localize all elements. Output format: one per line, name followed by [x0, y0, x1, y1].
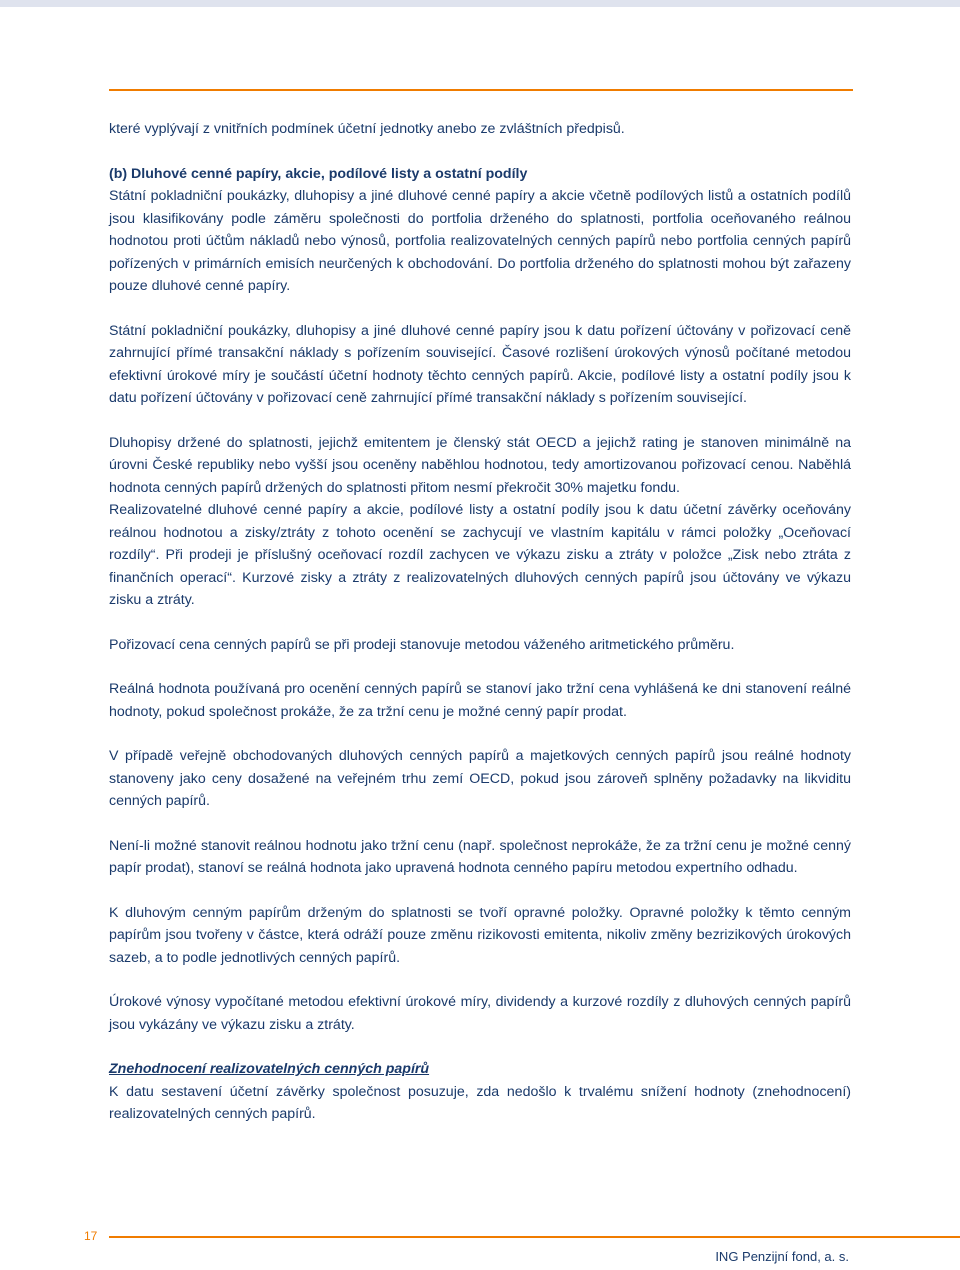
footer-rule — [109, 1236, 960, 1238]
section-heading-b: (b) Dluhové cenné papíry, akcie, podílové listy a ostatní podíly — [109, 165, 528, 182]
paragraph-expert-estimate: Není-li možné stanovit reálnou hodnotu jako tržní cenu (např. společnost neprokáže, že za tržní cenu je možné cenný papír prodat), stanoví se reálná hodnota jako upravená hodnota cenného papíru metodou expertního odhadu. — [109, 837, 851, 876]
paragraph-impairment: K datu sestavení účetní závěrky společnost posuzuje, zda nedošlo k trvalému snížení hodnoty (znehodnocení) realizovatelných cenných papírů. — [109, 1083, 851, 1122]
header-rule — [109, 89, 853, 91]
paragraph-provisions: K dluhovým cenným papírům drženým do splatnosti se tvoří opravné položky. Opravné položky k těmto cenným papírům jsou tvořeny v částce, která odráží pouze změnu rizikovosti emitenta, nikoliv změny bezrizikových úrokových sazeb, a to podle jednotlivých cenných papírů. — [109, 904, 851, 966]
paragraph-held-to-maturity: Dluhopisy držené do splatnosti, jejichž emitentem je členský stát OECD a jejichž rating je stanoven minimálně na úrovni České republiky nebo vyšší jsou oceněny naběhlou hodnotou, tedy amortizovanou pořizovací cenou. Naběhlá hodnota cenných papírů držených do splatnosti přitom nesmí překročit 30% majetku fondu. — [109, 434, 851, 496]
paragraph-interest-income: Úrokové výnosy vypočítané metodou efektivní úrokové míry, dividendy a kurzové rozdíly z dluhových cenných papírů jsou vykázány ve výkazu zisku a ztráty. — [109, 994, 851, 1033]
paragraph-weighted-average: Pořizovací cena cenných papírů se při prodeji stanovuje metodou váženého aritmetického průměru. — [109, 636, 735, 653]
page-number: 17 — [84, 1229, 98, 1243]
paragraph-acquisition-cost: Státní pokladniční poukázky, dluhopisy a jiné dluhové cenné papíry jsou k datu pořízení účtovány v pořizovací ceně zahrnující přímé transakční náklady s pořízením související. Časové rozlišení úrokových výnosů počítané metodou efektivní úrokové míry je součástí účetní hodnoty těchto cenných papírů. Akcie, podílové listy a ostatní podíly jsou k datu pořízení účtovány v pořizovací ceně zahrnující přímé transakční náklady s pořízením související. — [109, 322, 851, 406]
paragraph-fair-value: Reálná hodnota používaná pro ocenění cenných papírů se stanoví jako tržní cena vyhlášená ke dni stanovení reálné hodnoty, pokud společnost prokáže, že za tržní cenu je možné cenný papír prodat. — [109, 681, 851, 720]
paragraph-classification: Státní pokladniční poukázky, dluhopisy a jiné dluhové cenné papíry a akcie včetně podílových listů a ostatních podílů jsou klasifikovány podle záměru společnosti do portfolia drženého do splatnosti, portfolia oceňovaného reálnou hodnotou proti účtům nákladů nebo výnosů, portfolia realizovatelných cenných papírů nebo portfolia cenných papírů pořízených v primárních emisích neurčených k obchodování. Do portfolia drženého do splatnosti mohou být zařazeny pouze dluhové cenné papíry. — [109, 188, 851, 294]
top-band — [0, 0, 960, 7]
footer-organization: ING Penzijní fond, a. s. — [715, 1249, 849, 1264]
paragraph-available-for-sale: Realizovatelné dluhové cenné papíry a akcie, podílové listy a ostatní podíly jsou k datu účetní závěrky oceňovány reálnou hodnotou a zisky/ztráty z tohoto ocenění se zachycují ve vlastním kapitálu v rámci položky „Oceňovací rozdíly“. Při prodeji je příslušný oceňovací rozdíl zachycen ve výkazu zisku a ztráty v položce „Zisk nebo ztráta z finančních operací“. Kurzové zisky a ztráty z realizovatelných dluhových cenných papírů jsou účtovány ve výkazu zisku a ztráty. — [109, 502, 851, 608]
document-body — [109, 118, 851, 1148]
paragraph-public-market: V případě veřejně obchodovaných dluhových cenných papírů a majetkových cenných papírů jsou reálné hodnoty stanoveny jako ceny dosažené na veřejném trhu zemí OECD, pokud jsou zároveň splněny požadavky na likviditu cenných papírů. — [109, 748, 851, 809]
paragraph-intro: které vyplývají z vnitřních podmínek účetní jednotky anebo ze zvláštních předpisů. — [109, 121, 625, 137]
section-heading-impairment: Znehodnocení realizovatelných cenných papírů — [109, 1061, 430, 1077]
